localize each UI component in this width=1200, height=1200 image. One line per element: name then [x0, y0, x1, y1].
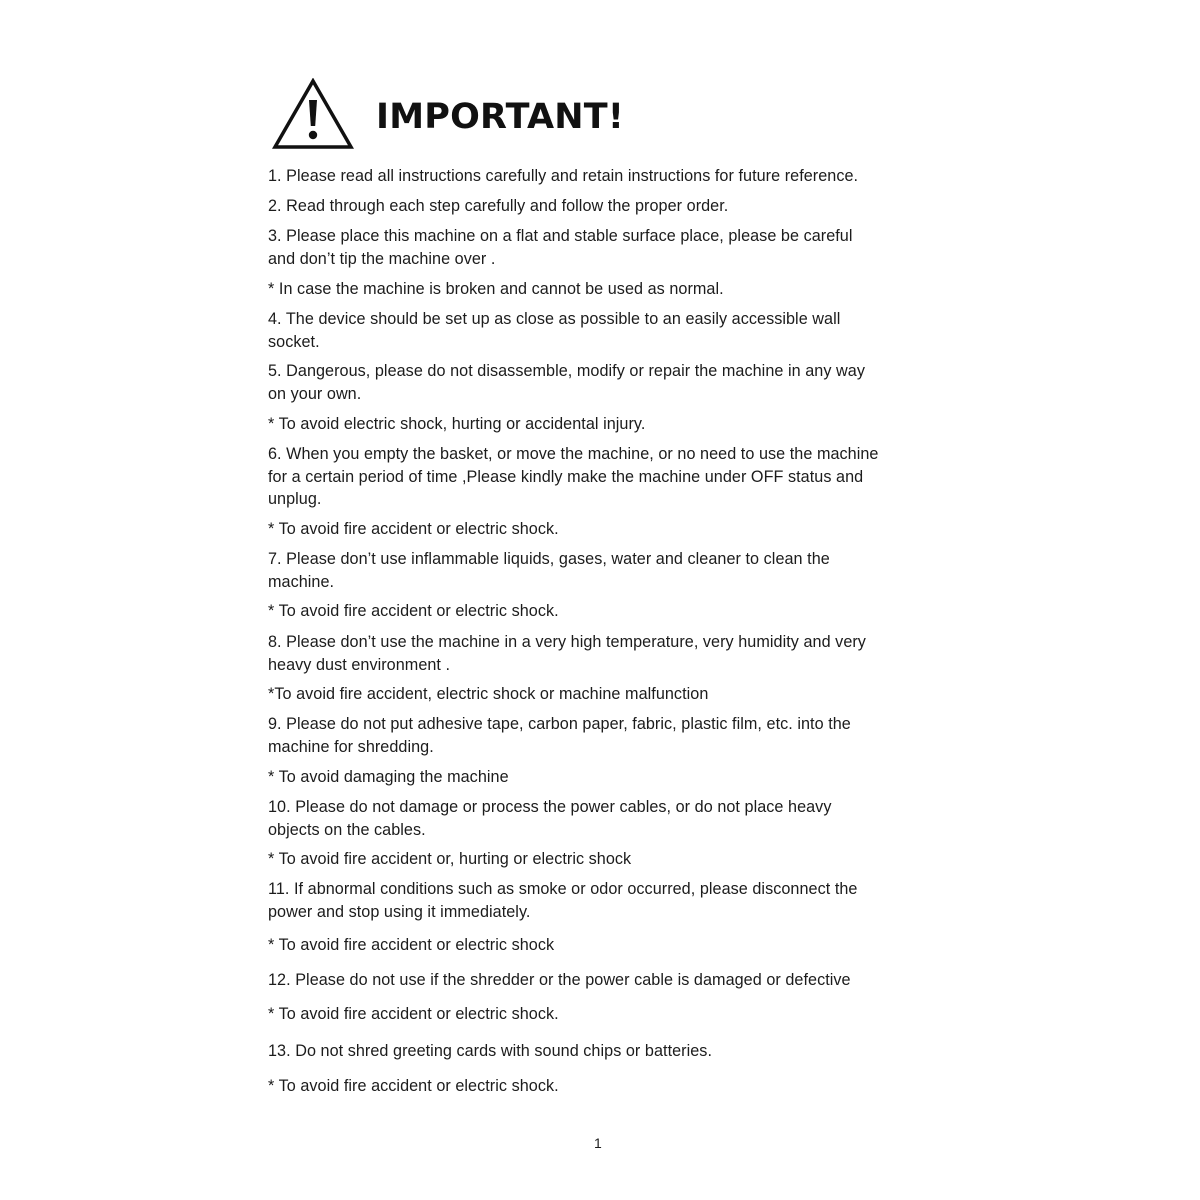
page-header	[272, 78, 624, 150]
instruction-line: 3. Please place this machine on a flat and stable surface place, please be careful	[268, 227, 853, 245]
instruction-line: 13. Do not shred greeting cards with sound chips or batteries.	[268, 1042, 713, 1060]
instruction-line: on your own.	[268, 384, 362, 403]
warning-note-line: * To avoid fire accident or electric shock.	[268, 1077, 559, 1095]
warning-note-line: * To avoid fire accident or electric shock.	[268, 520, 559, 538]
warning-note-line: * To avoid fire accident or electric shock.	[268, 1005, 559, 1023]
instruction-line: 6. When you empty the basket, or move the machine, or no need to use the machine	[268, 445, 879, 463]
instruction-line: 8. Please don’t use the machine in a very high temperature, very humidity and very	[268, 633, 866, 651]
warning-note-line: * To avoid electric shock, hurting or accidental injury.	[268, 415, 646, 433]
instruction-line: socket.	[268, 332, 320, 351]
warning-note-line: * In case the machine is broken and cannot be used as normal.	[268, 280, 724, 298]
instruction-line: 2. Read through each step carefully and follow the proper order.	[268, 197, 729, 215]
instruction-line: 5. Dangerous, please do not disassemble, modify or repair the machine in any way	[268, 362, 865, 380]
page-title: IMPORTANT!	[376, 97, 625, 137]
instruction-line: 4. The device should be set up as close as possible to an easily accessible wall	[268, 310, 841, 328]
instruction-line: machine.	[268, 572, 335, 591]
instruction-line: 11. If abnormal conditions such as smoke or odor occurred, please disconnect the	[268, 880, 858, 898]
instruction-line: 9. Please do not put adhesive tape, carbon paper, fabric, plastic film, etc. into the	[268, 715, 851, 733]
instruction-line: and don’t tip the machine over .	[268, 249, 496, 268]
instruction-line: power and stop using it immediately.	[268, 902, 531, 921]
instruction-line: machine for shredding.	[268, 737, 434, 756]
instruction-line: 7. Please don’t use inflammable liquids, gases, water and cleaner to clean the	[268, 550, 830, 568]
warning-note-line: * To avoid fire accident or, hurting or electric shock	[268, 850, 632, 868]
instruction-line: heavy dust environment .	[268, 655, 451, 674]
instruction-line: 12. Please do not use if the shredder or the power cable is damaged or defective	[268, 971, 851, 989]
warning-triangle-icon	[272, 78, 354, 150]
instruction-line: 10. Please do not damage or process the power cables, or do not place heavy	[268, 798, 832, 816]
warning-note-line: * To avoid fire accident or electric shock	[268, 936, 555, 954]
page-number: 1	[594, 1135, 602, 1151]
instruction-line: objects on the cables.	[268, 820, 426, 839]
instruction-line: unplug.	[268, 490, 322, 508]
warning-note-line: * To avoid fire accident or electric shock.	[268, 602, 559, 620]
warning-note-line: *To avoid fire accident, electric shock or machine malfunction	[268, 685, 709, 703]
instruction-line: 1. Please read all instructions carefully and retain instructions for future reference.	[268, 167, 859, 185]
warning-note-line: * To avoid damaging the machine	[268, 768, 509, 786]
instruction-line: for a certain period of time ,Please kindly make the machine under OFF status and	[268, 467, 864, 486]
